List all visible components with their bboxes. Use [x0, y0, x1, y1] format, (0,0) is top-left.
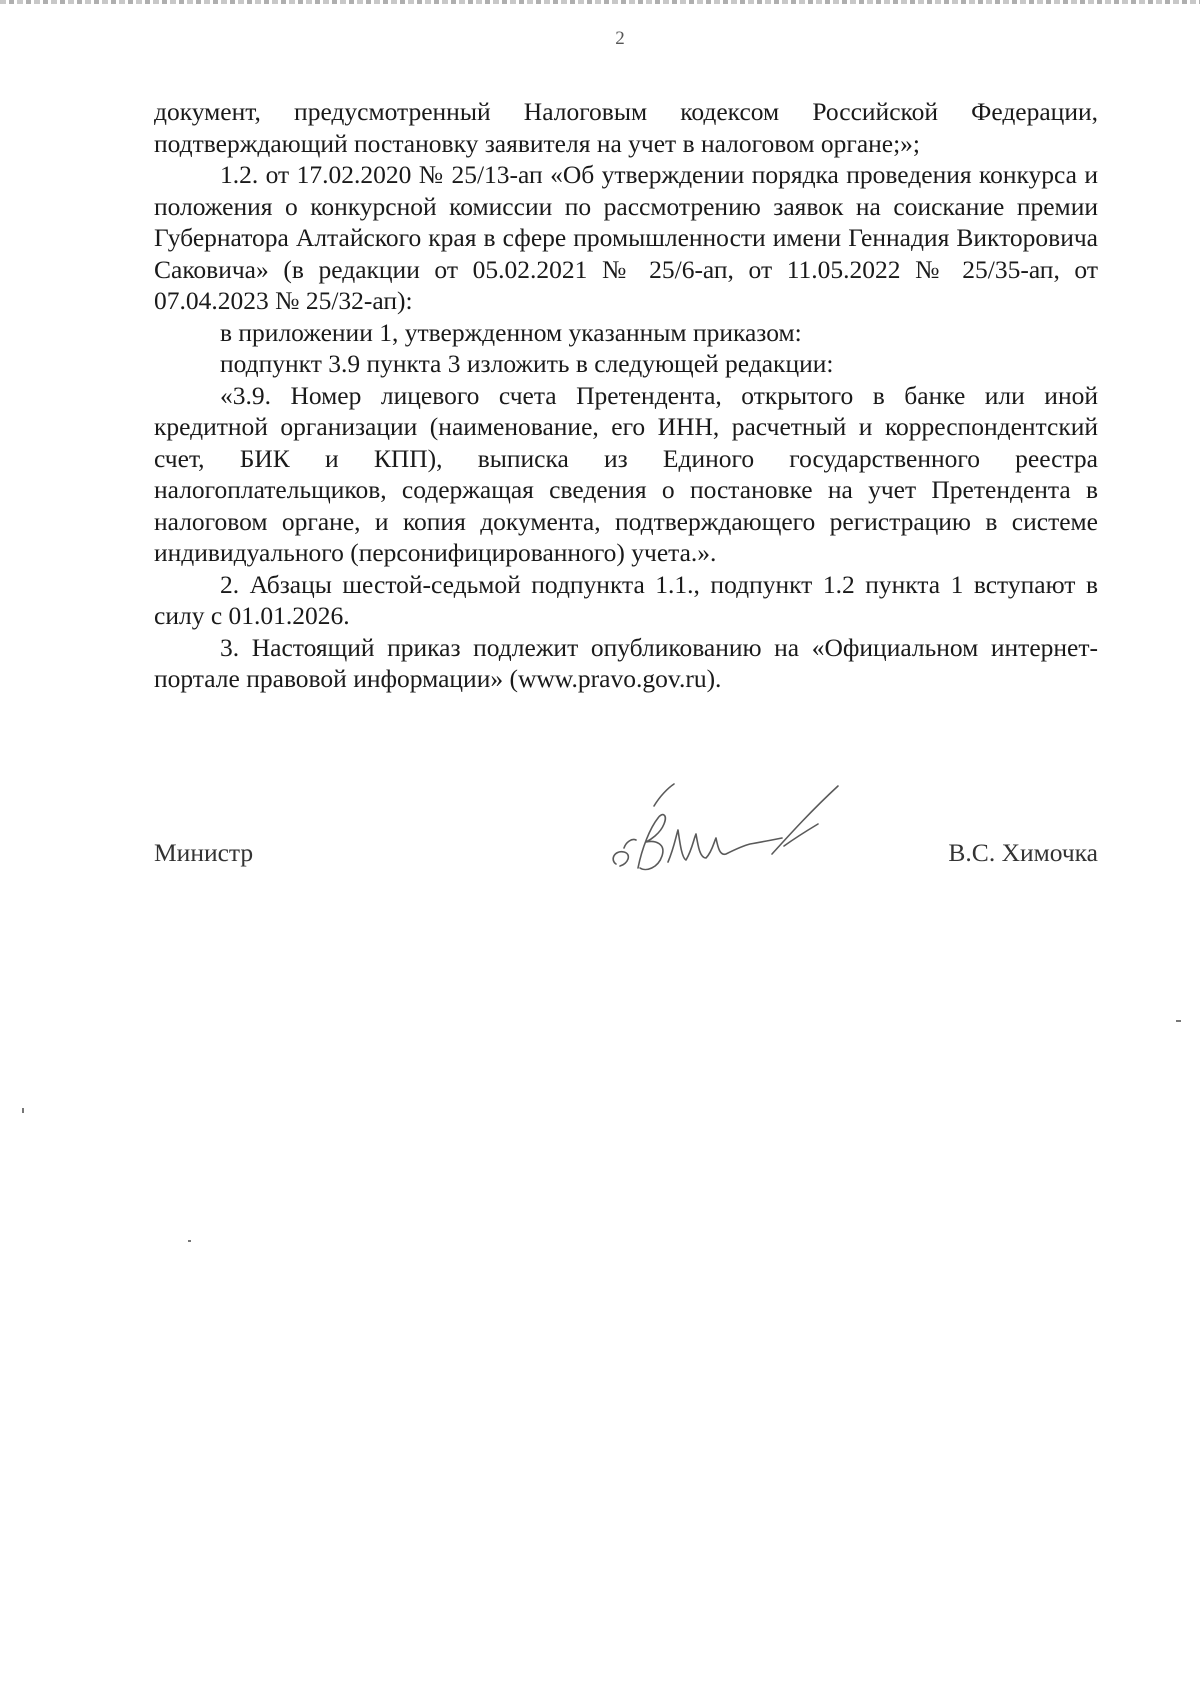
paragraph-item-1-2: 1.2. от 17.02.2020 № 25/13-ап «Об утверждении порядка проведения конкурса и положения о конкурсной комиссии по рассмотрению заявок на соискание премии Губернатора Алтайского края в сфере промышленности имени Геннадия Викторовича Саковича» (в редакции от 05.02.2021 № 25/6-ап, от 11.05.2022 № 25/35-ап, от 07.04.2023 № 25/32-ап):	[154, 160, 1098, 315]
scan-speck	[22, 1108, 24, 1113]
handwritten-signature-icon	[602, 778, 862, 888]
paragraph-item-3: 3. Настоящий приказ подлежит опубликованию на «Официальном интернет-портале правовой информации» (www.pravo.gov.ru).	[154, 632, 1098, 693]
signatory-name: В.С. Химочка	[948, 838, 1098, 867]
signatory-position: Министр	[154, 838, 254, 867]
paragraph-subitem-ref: подпункт 3.9 пункта 3 изложить в следующей редакции:	[220, 349, 834, 378]
paragraph-item-3-9: «3.9. Номер лицевого счета Претендента, открытого в банке или иной кредитной организации (наименование, его ИНН, расчетный и корреспондентский счет, БИК и КПП), выписка из Единого государственного реестра налогоплательщиков, содержащая сведения о постановке на учет Претендента в налоговом органе, и копия документа, подтверждающего регистрацию в системе индивидуального (персонифицированного) учета.».	[154, 380, 1098, 567]
paragraph-continuation: документ, предусмотренный Налоговым кодексом Российской Федерации, подтверждающий постановку заявителя на учет в налоговом органе;»;	[154, 97, 1098, 158]
paragraph-item-2: 2. Абзацы шестой-седьмой подпункта 1.1., подпункт 1.2 пункта 1 вступают в силу с 01.01.2026.	[154, 569, 1098, 630]
scan-speck	[1176, 1020, 1181, 1022]
scan-speck	[188, 1240, 191, 1242]
paragraph-appendix-ref: в приложении 1, утвержденном указанным приказом:	[220, 317, 802, 347]
scan-edge-artifact	[0, 0, 1200, 4]
page-number: 2	[615, 28, 625, 49]
document-body	[154, 96, 1098, 695]
signature-block	[154, 778, 1098, 888]
